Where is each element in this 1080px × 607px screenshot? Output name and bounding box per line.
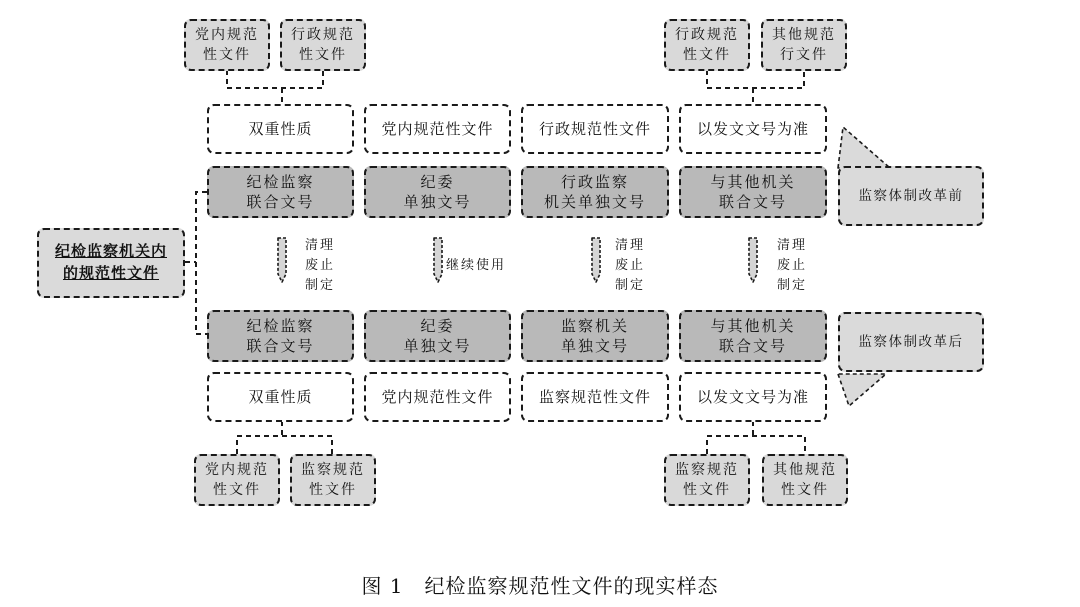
label-before-reform: 监察体制改革前 bbox=[838, 166, 984, 226]
before-issuer-commission: 纪委 单独文号 bbox=[364, 166, 511, 218]
after-source-other-regulations: 其他规范 性文件 bbox=[762, 454, 848, 506]
before-issuer-with-other-organs: 与其他机关 联合文号 bbox=[679, 166, 827, 218]
after-nature-dual: 双重性质 bbox=[207, 372, 354, 422]
after-nature-by-doc-number: 以发文文号为准 bbox=[679, 372, 827, 422]
transition-label-3: 清理 废止 制定 bbox=[615, 238, 646, 293]
after-nature-supervision: 监察规范性文件 bbox=[521, 372, 669, 422]
after-nature-party: 党内规范性文件 bbox=[364, 372, 511, 422]
before-nature-party: 党内规范性文件 bbox=[364, 104, 511, 154]
before-nature-admin: 行政规范性文件 bbox=[521, 104, 669, 154]
before-source-admin-regulations-right: 行政规范 性文件 bbox=[664, 19, 750, 71]
figure-caption: 图 1 纪检监察规范性文件的现实样态 bbox=[361, 574, 719, 598]
before-nature-by-doc-number: 以发文文号为准 bbox=[679, 104, 827, 154]
transition-label-1: 清理 废止 制定 bbox=[305, 238, 336, 293]
before-source-other-regulations: 其他规范 行文件 bbox=[761, 19, 847, 71]
before-issuer-joint: 纪检监察 联合文号 bbox=[207, 166, 354, 218]
label-after-reform: 监察体制改革后 bbox=[838, 312, 984, 372]
after-issuer-with-other-organs: 与其他机关 联合文号 bbox=[679, 310, 827, 362]
after-source-party-regulations: 党内规范 性文件 bbox=[194, 454, 280, 506]
root-node: 纪检监察机关内 的规范性文件 bbox=[37, 228, 185, 298]
before-issuer-admin-supervision: 行政监察 机关单独文号 bbox=[521, 166, 669, 218]
after-issuer-commission: 纪委 单独文号 bbox=[364, 310, 511, 362]
before-source-admin-regulations: 行政规范 性文件 bbox=[280, 19, 366, 71]
before-source-party-regulations: 党内规范 性文件 bbox=[184, 19, 270, 71]
after-source-supervision-regulations-right: 监察规范 性文件 bbox=[664, 454, 750, 506]
transition-label-4: 清理 废止 制定 bbox=[777, 238, 808, 293]
after-issuer-supervision-organ: 监察机关 单独文号 bbox=[521, 310, 669, 362]
before-nature-dual: 双重性质 bbox=[207, 104, 354, 154]
after-source-supervision-regulations: 监察规范 性文件 bbox=[290, 454, 376, 506]
transition-label-2: 继续使用 bbox=[446, 258, 507, 273]
after-issuer-joint: 纪检监察 联合文号 bbox=[207, 310, 354, 362]
